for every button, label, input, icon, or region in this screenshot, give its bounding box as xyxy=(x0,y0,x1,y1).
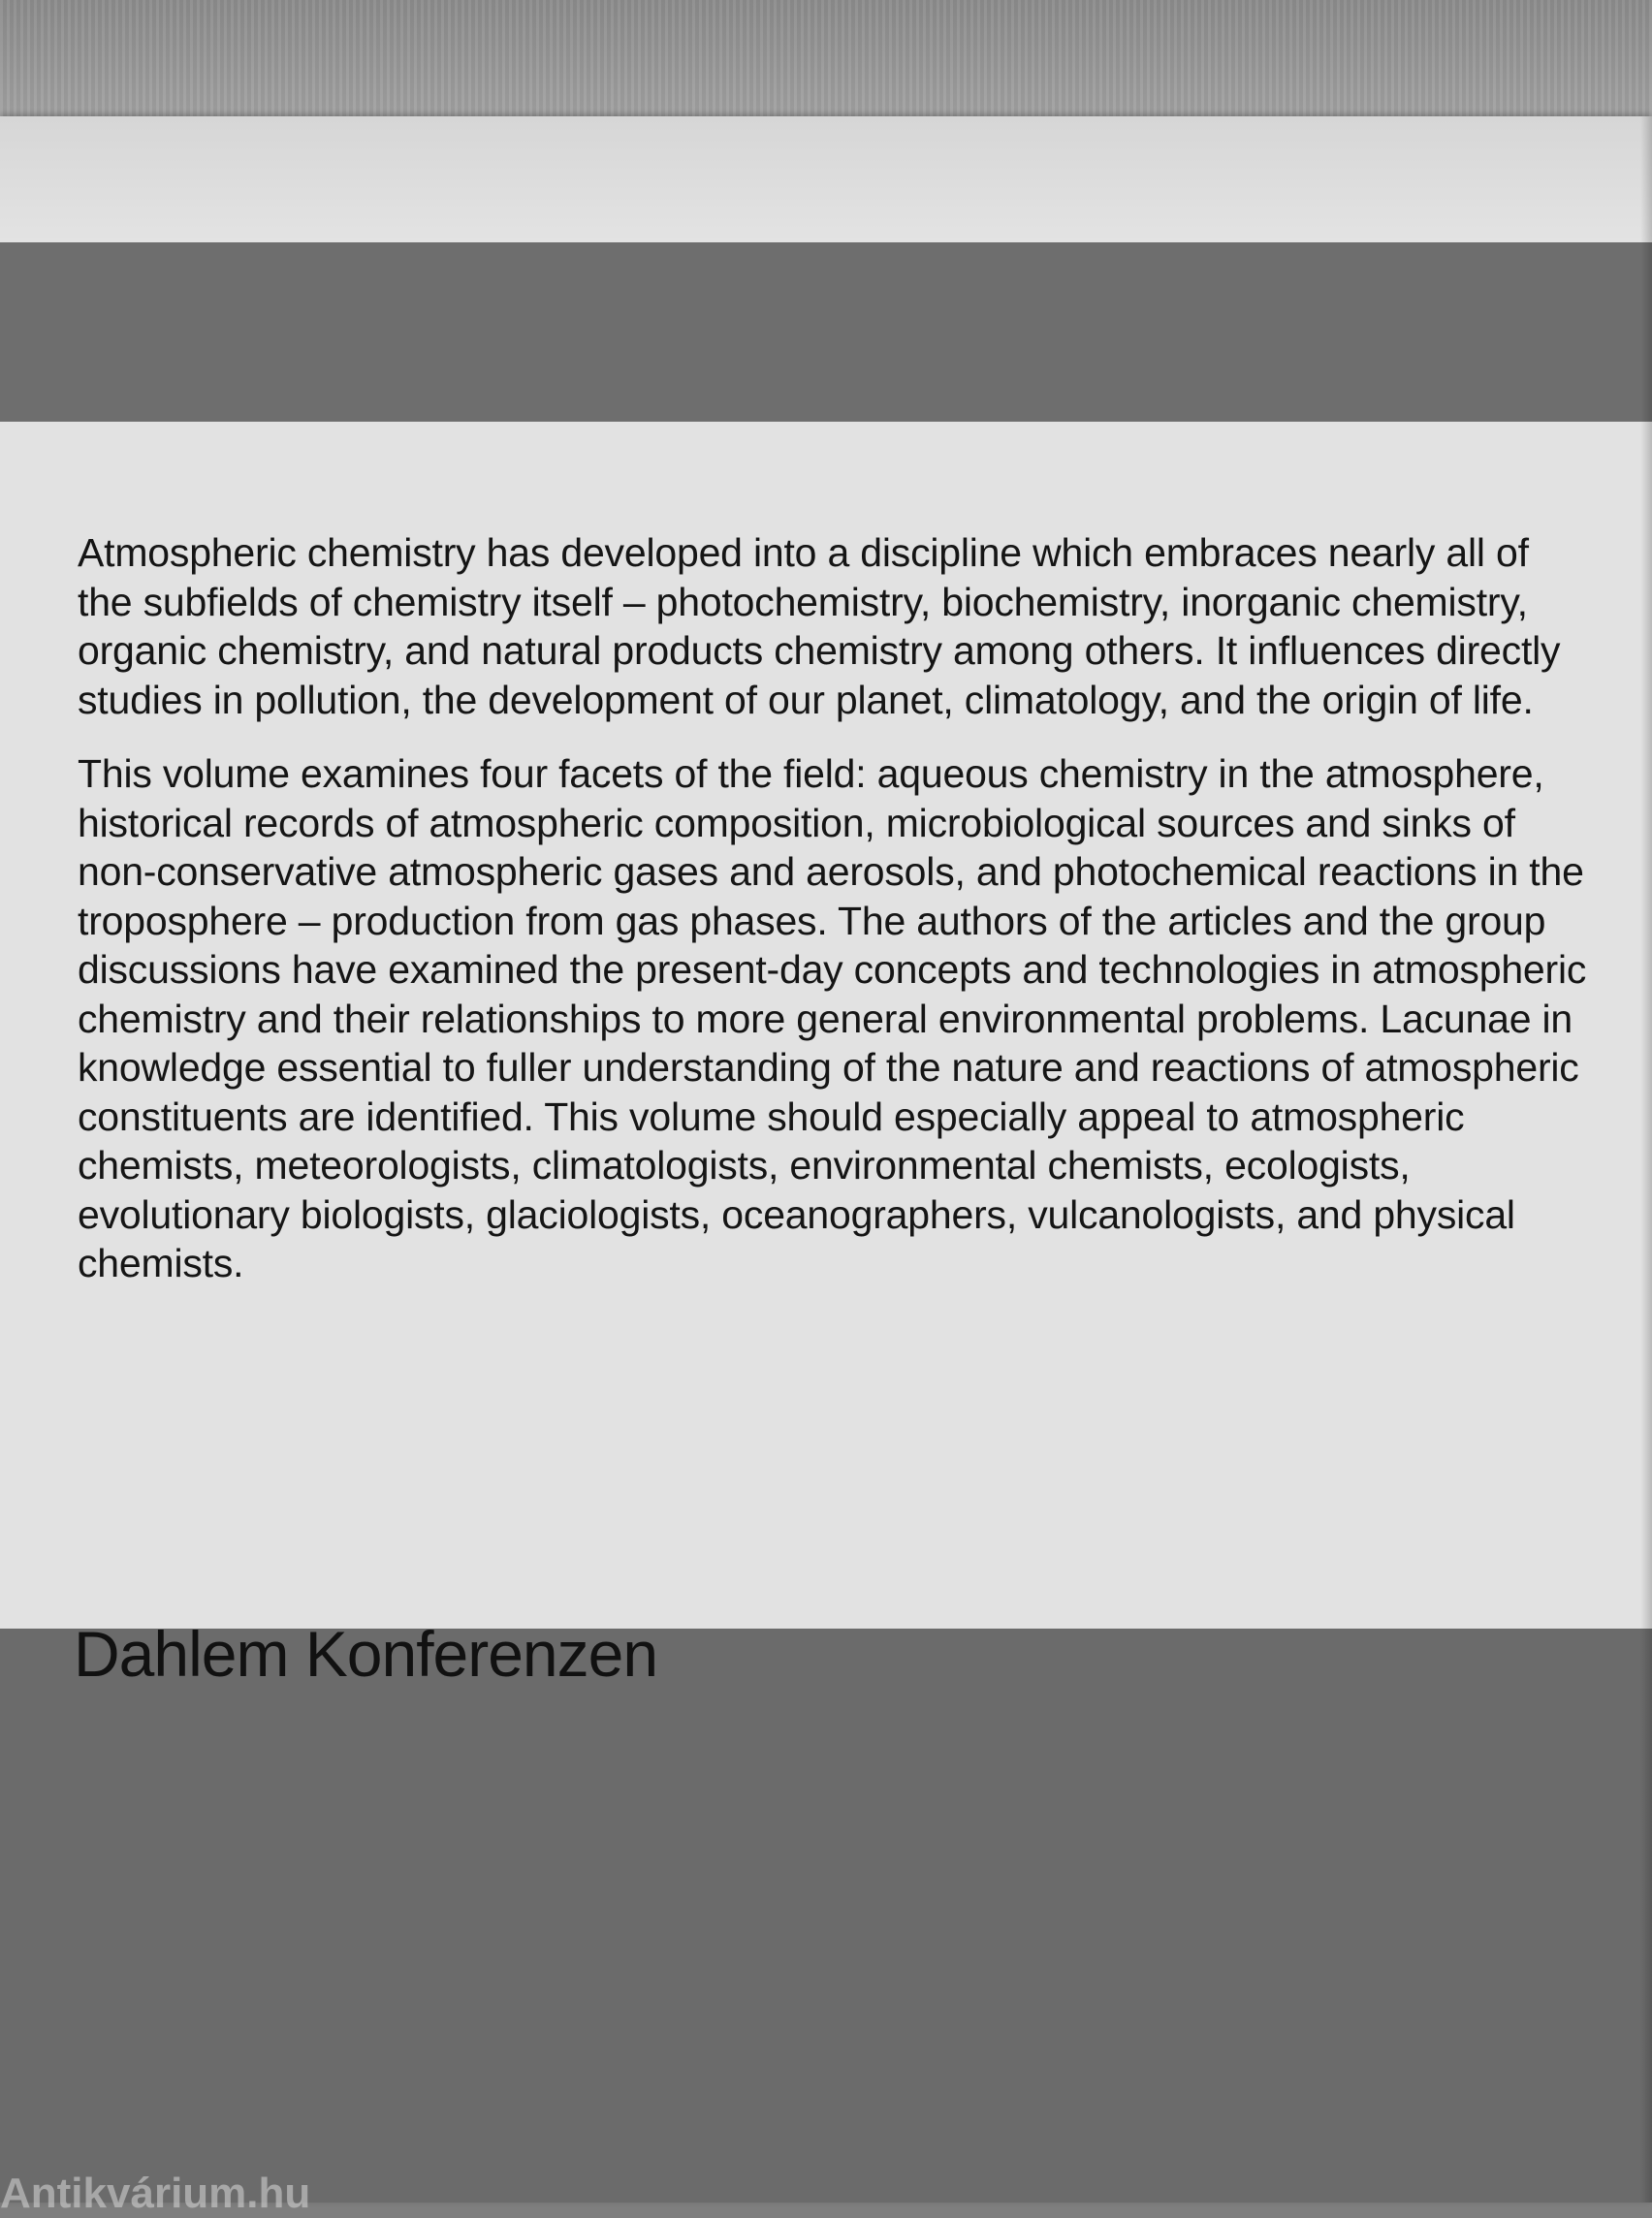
cover-bottom-panel xyxy=(0,1629,1652,2202)
watermark: Antikvárium.hu xyxy=(0,2170,311,2217)
blurb-paragraph-2: This volume examines four facets of the field: aqueous chemistry in the atmosphere, historical records of atmospheric composition, microbiological sources and sinks of non-conservative atmospheric gases and aerosols, and photochemical reactions in the troposphere – production from gas phases. The authors of the articles and the group discussions have examined the present-day concepts and technologies in atmospheric chemistry and their relationships to more general environmental problems. Lacunae in knowledge essential to fuller understanding of the nature and reactions of atmospheric constituents are identified. This volume should especially appeal to atmospheric chemists, meteorologists, climatologists, environmental chemists, ecologists, evolutionary biologists, glaciologists, oceanographers, vulcanologists, and physical chemists. xyxy=(78,751,1587,1285)
table-surface xyxy=(0,0,1652,136)
cover-dark-band xyxy=(0,242,1652,422)
cover-top-band xyxy=(0,116,1652,242)
blurb-paragraph-1: Atmospheric chemistry has developed into a discipline which embraces nearly all of the subfields of chemistry itself – photochemistry, biochemistry, inorganic chemistry, organic chemistry, and natural products chemistry among others. It influences directly studies in pollution, the development of our planet, climatology, and the origin of life. xyxy=(78,530,1561,722)
cover-edge-shadow xyxy=(1640,116,1652,2202)
series-name: Dahlem Konferenzen xyxy=(74,1618,658,1690)
back-cover-blurb xyxy=(78,528,1590,1314)
